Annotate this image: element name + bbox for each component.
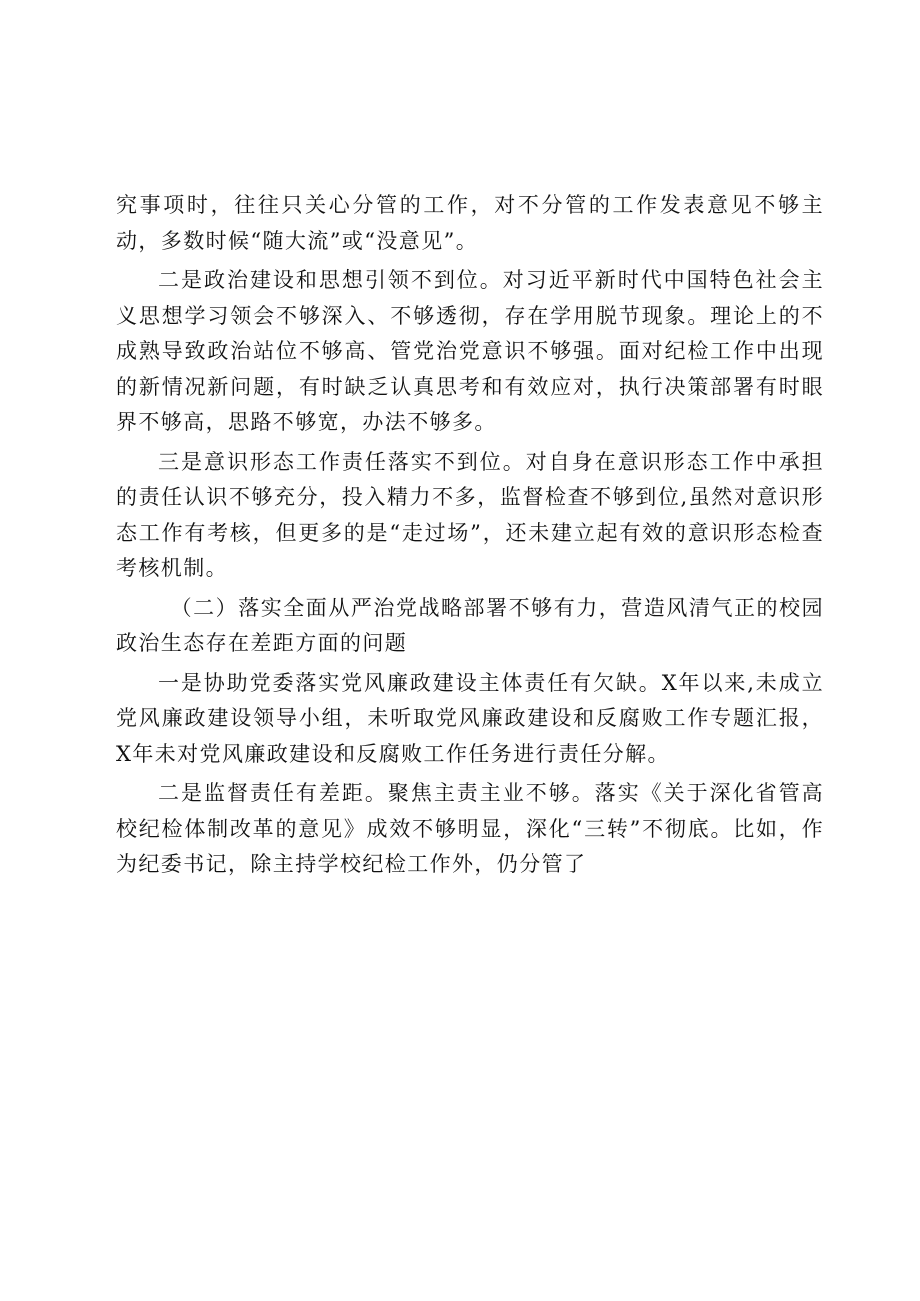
section-heading-2: （二）落实全面从严治党战略部署不够有力，营造风清气正的校园政治生态存在差距方面的问题 [116,595,824,655]
paragraph-continuation: 究事项时，往往只关心分管的工作，对不分管的工作发表意见不够主动，多数时候“随大流”或“没意见”。 [116,193,824,253]
document-body [116,188,824,883]
paragraph-main-responsibility: 一是协助党委落实党风廉政建设主体责任有欠缺。X年以来,未成立党风廉政建设领导小组，未听取党风廉政建设和反腐败工作专题汇报，X年未对党风廉政建设和反腐败工作任务进行责任分解。 [116,670,824,766]
paragraph-political-building: 二是政治建设和思想引领不到位。对习近平新时代中国特色社会主义思想学习领会不够深入、不够透彻，存在学用脱节现象。理论上的不成熟导致政治站位不够高、管党治党意识不够强。面对纪检工作中出现的新情况新问题，有时缺乏认真思考和有效应对，执行决策部署有时眼界不够高，思路不够宽，办法不够多。 [116,268,824,434]
paragraph-supervision-responsibility: 二是监督责任有差距。聚焦主责主业不够。落实《关于深化省管高校纪检体制改革的意见》成效不够明显，深化“三转”不彻底。比如，作为纪委书记，除主持学校纪检工作外，仍分管了 [116,781,824,876]
paragraph-ideology-work: 三是意识形态工作责任落实不到位。对自身在意识形态工作中承担的责任认识不够充分，投入精力不多，监督检查不够到位,虽然对意识形态工作有考核，但更多的是“走过场”，还未建立起有效的意识形态检查考核机制。 [116,449,824,580]
